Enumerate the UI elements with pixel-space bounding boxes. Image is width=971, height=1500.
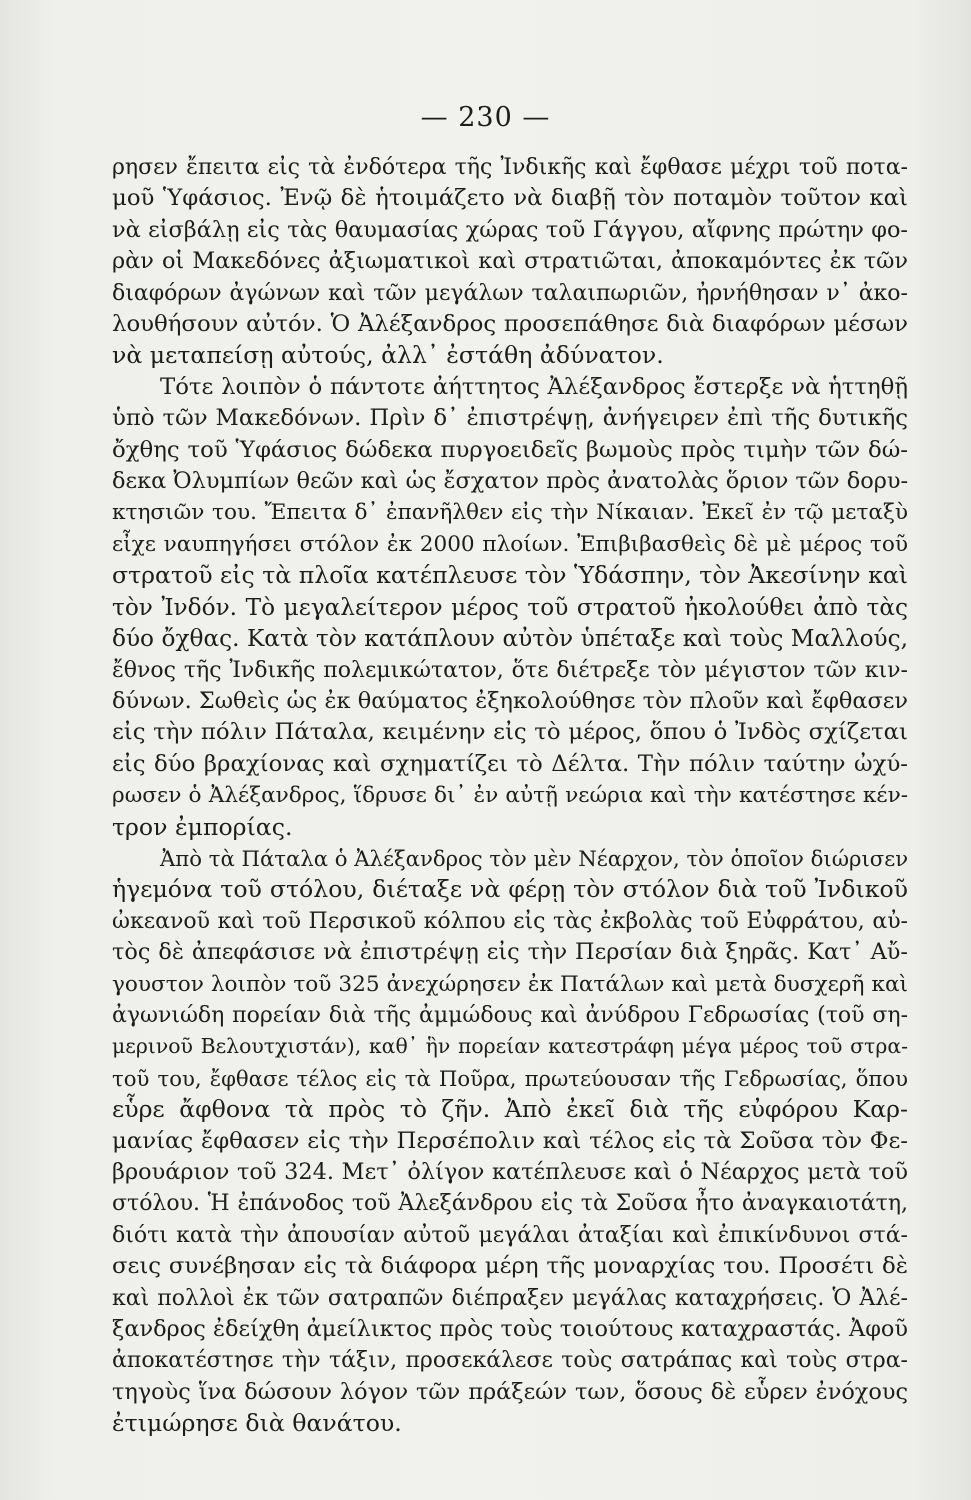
text-line: ρησεν ἔπειτα εἰς τὰ ἐνδότερα τῆς Ἰνδικῆς καὶ ἔφθασε μέχρι τοῦ ποτα-	[112, 155, 908, 180]
text-line: δύνων. Σωθεὶς ὡς ἐκ θαύματος ἐξηκολούθησε τὸν πλοῦν καὶ ἔφθασεν	[112, 687, 908, 714]
text-line: τοῦ του, ἔφθασε τέλος εἰς τὰ Ποῦρα, πρωτεύουσαν τῆς Γεδρωσίας, ὅπου	[112, 1065, 908, 1091]
text-line: γουστον λοιπὸν τοῦ 325 ἀνεχώρησεν ἐκ Πατάλων καὶ μετὰ δυσχερῆ καὶ	[112, 971, 908, 997]
text-line: διότι κατὰ τὴν ἀπουσίαν αὐτοῦ μεγάλαι ἀταξίαι καὶ ἐπικίνδυνοι στά-	[112, 1222, 908, 1248]
text-line: λουθήσουν αὐτόν. Ὁ Ἀλέξανδρος προσεπάθησε διὰ διαφόρων μέσων	[112, 311, 908, 338]
text-line: ρωσεν ὁ Ἀλέξανδρος, ἵδρυσε δι᾿ ἐν αὐτῇ νεώρια καὶ τὴν κατέστησε κέν-	[112, 783, 908, 809]
text-line: δύο ὄχθας. Κατὰ τὸν κατάπλουν αὐτὸν ὑπέταξε καὶ τοὺς Μαλλούς,	[112, 625, 908, 653]
text-line: μερινοῦ Βελουτχιστάν), καθ᾿ ἣν πορείαν κατεστράφη μέγα μέρος τοῦ στρα-	[112, 1034, 908, 1059]
text-line: καὶ πολλοὶ ἐκ τῶν σατραπῶν διέπραξεν μεγάλας καταχρήσεις. Ὁ Ἀλέ-	[112, 1285, 908, 1311]
text-line: ὠκεανοῦ καὶ τοῦ Περσικοῦ κόλπου εἰς τὰς ἐκβολὰς τοῦ Εὐφράτου, αὐ-	[112, 908, 908, 934]
text-line: εἰς τὴν πόλιν Πάταλα, κειμένην εἰς τὸ μέρος, ὅπου ὁ Ἰνδὸς σχίζεται	[112, 719, 908, 746]
text-line: τρον ἐμπορίας.	[112, 812, 293, 841]
text-line: τὸς δὲ ἀπεφάσισε νὰ ἐπιστρέψῃ εἰς τὴν Περσίαν διὰ ξηρᾶς. Κατ᾿ Αὔ-	[112, 939, 908, 966]
text-line: κτησιῶν του. Ἔπειτα δ᾿ ἐπανῆλθεν εἰς τὴν Νίκαιαν. Ἐκεῖ ἐν τῷ μεταξὺ	[112, 500, 908, 526]
text-line: μανίας ἔφθασεν εἰς τὴν Περσέπολιν καὶ τέλος εἰς τὰ Σοῦσα τὸν Φε-	[112, 1127, 908, 1154]
text-line: ἔθνος τῆς Ἰνδικῆς πολεμικώτατον, ὅτε διέτρεξε τὸν μέγιστον τῶν κιν-	[112, 657, 908, 683]
text-line: μοῦ Ὑφάσιος. Ἐνῷ δὲ ἡτοιμάζετο νὰ διαβῇ τὸν ποταμὸν τοῦτον καὶ	[112, 185, 908, 212]
text-line: σεις συνέβησαν εἰς τὰ διάφορα μέρη τῆς μοναρχίας του. Προσέτι δὲ	[112, 1253, 908, 1280]
text-line: εἰς δύο βραχίονας καὶ σχηματίζει τὸ Δέλτα. Τὴν πόλιν ταύτην ὠχύ-	[112, 750, 908, 777]
text-line: τὸν Ἰνδόν. Τὸ μεγαλείτερον μέρος τοῦ στρατοῦ ἠκολούθει ἀπὸ τὰς	[112, 593, 908, 621]
text-line: εὗρε ἄφθονα τὰ πρὸς τὸ ζῆν. Ἀπὸ ἐκεῖ διὰ τῆς εὐφόρου Καρ-	[112, 1095, 908, 1124]
text-line: ρὰν οἱ Μακεδόνες ἀξιωματικοὶ καὶ στρατιῶται, ἀποκαμόντες ἐκ τῶν	[112, 248, 908, 275]
text-line: στρατοῦ εἰς τὰ πλοῖα κατέπλευσε τὸν Ὑδάσπην, τὸν Ἀκεσίνην καὶ	[112, 561, 909, 590]
text-line: νὰ μεταπείσῃ αὐτούς, ἀλλ᾿ ἐστάθη ἀδύνατον.	[112, 341, 664, 370]
page-number: — 230 —	[420, 102, 551, 133]
text-line: ὑπὸ τῶν Μακεδόνων. Πρὶν δ᾿ ἐπιστρέψῃ, ἀνήγειρεν ἐπὶ τῆς δυτικῆς	[112, 405, 908, 432]
text-line: Ἀπὸ τὰ Πάταλα ὁ Ἀλέξανδρος τὸν μὲν Νέαρχον, τὸν ὁποῖον διώρισεν	[160, 845, 909, 871]
text-line: ἐτιμώρησε διὰ θανάτου.	[112, 1409, 402, 1438]
text-line: βρουάριον τοῦ 324. Μετ᾿ ὀλίγον κατέπλευσε καὶ ὁ Νέαρχος μετὰ τοῦ	[112, 1159, 908, 1185]
text-line: ὄχθης τοῦ Ὑφάσιος δώδεκα πυργοειδεῖς βωμοὺς πρὸς τιμὴν τῶν δώ-	[112, 436, 908, 463]
text-line: στόλου. Ἡ ἐπάνοδος τοῦ Ἀλεξάνδρου εἰς τὰ Σοῦσα ἦτο ἀναγκαιοτάτη,	[112, 1191, 908, 1217]
text-line: διαφόρων ἀγώνων καὶ τῶν μεγάλων ταλαιπωριῶν, ἠρνήθησαν ν᾿ ἀκο-	[112, 280, 908, 306]
text-line: εἶχε ναυπηγήσει στόλον ἐκ 2000 πλοίων. Ἐπιβιβασθεὶς δὲ μὲ μέρος τοῦ	[112, 531, 908, 557]
text-line: ξανδρος ἐδείχθη ἀμείλικτος πρὸς τοὺς τοιούτους καταχραστάς. Ἀφοῦ	[112, 1316, 908, 1343]
text-line: ἀγωνιώδη πορείαν διὰ τῆς ἀμμώδους καὶ ἀνύδρου Γεδρωσίας (τοῦ ση-	[112, 1002, 908, 1028]
text-line: Τότε λοιπὸν ὁ πάντοτε ἀήττητος Ἀλέξανδρος ἔστερξε νὰ ἡττηθῇ	[160, 373, 908, 400]
body-text	[112, 152, 908, 1440]
text-line: τηγοὺς ἵνα δώσουν λόγον τῶν πράξεών των, ὅσους δὲ εὗρεν ἐνόχους	[112, 1378, 908, 1405]
text-line: ἡγεμόνα τοῦ στόλου, διέταξε νὰ φέρῃ τὸν στόλον διὰ τοῦ Ἰνδικοῦ	[112, 875, 908, 904]
text-line: δεκα Ὀλυμπίων θεῶν καὶ ὡς ἔσχατον πρὸς ἀνατολὰς ὅριον τῶν δορυ-	[112, 468, 909, 495]
text-line: νὰ εἰσβάλῃ εἰς τὰς θαυμασίας χώρας τοῦ Γάγγου, αἴφνης πρώτην φο-	[112, 216, 908, 243]
text-line: ἀποκατέστησε τὴν τάξιν, προσεκάλεσε τοὺς σατράπας καὶ τοὺς στρα-	[112, 1348, 908, 1374]
